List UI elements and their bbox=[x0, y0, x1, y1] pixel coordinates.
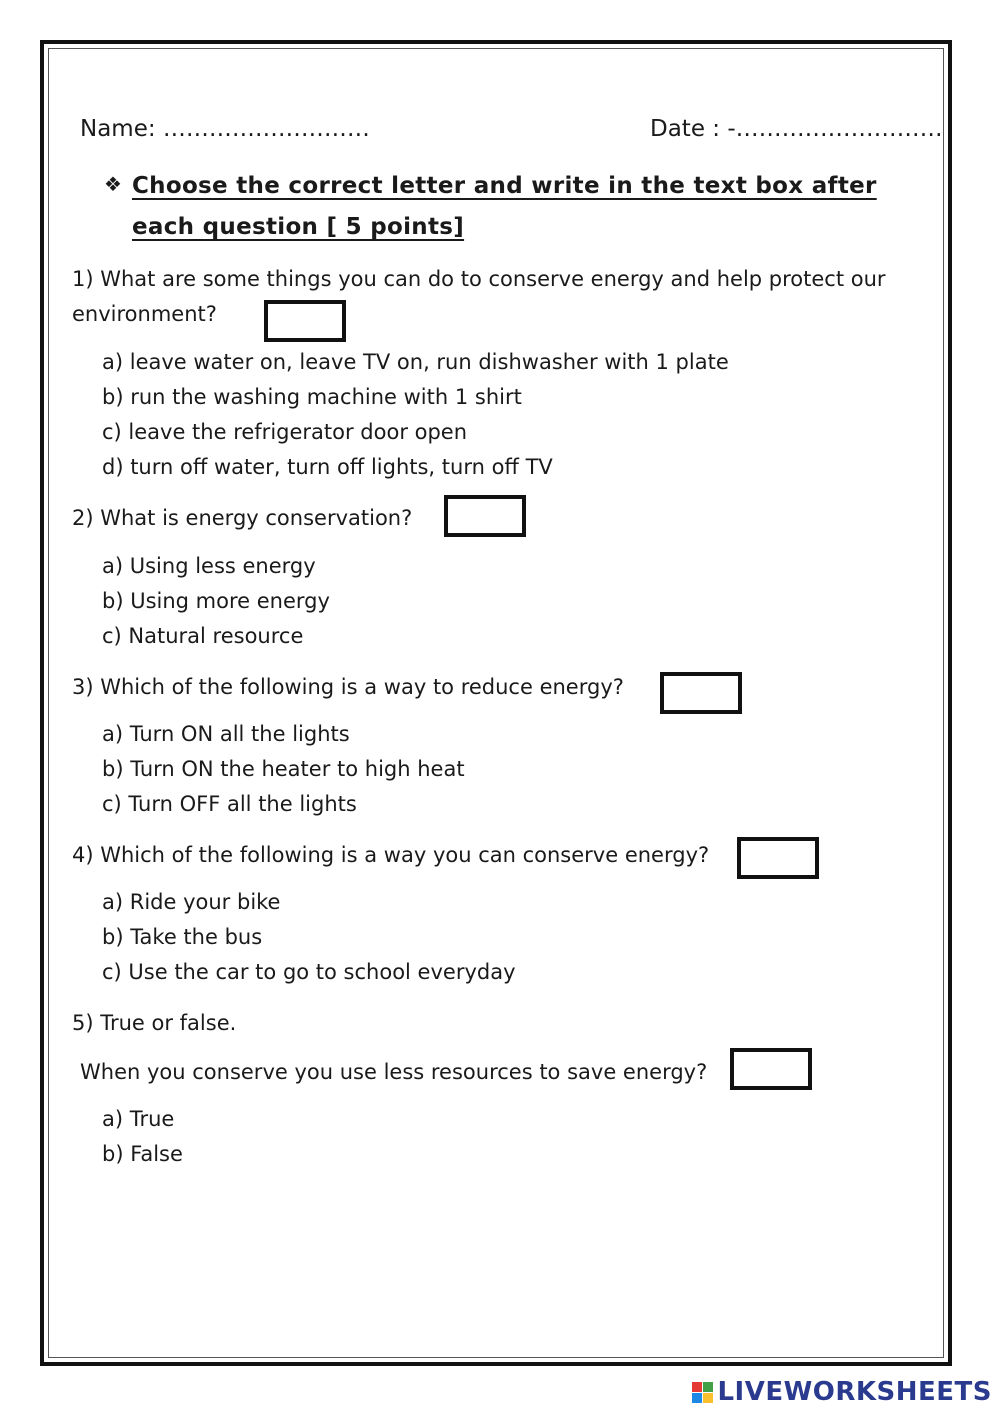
question-2-text: 2) What is energy conservation? bbox=[72, 506, 413, 530]
question-3-option-c: c) Turn OFF all the lights bbox=[102, 792, 357, 816]
question-1-option-c: c) leave the refrigerator door open bbox=[102, 420, 468, 444]
question-4-option-a: a) Ride your bike bbox=[102, 890, 281, 914]
question-4-answer-box[interactable] bbox=[737, 837, 819, 879]
question-5-option-a: a) True bbox=[102, 1107, 175, 1131]
question-5-option-b: b) False bbox=[102, 1142, 183, 1166]
liveworksheets-brand bbox=[692, 1377, 992, 1407]
name-field-label: Name: ……………………… bbox=[80, 116, 370, 142]
instructions bbox=[104, 170, 902, 248]
question-2-answer-box[interactable] bbox=[444, 495, 526, 537]
brand-text: LIVEWORKSHEETS bbox=[717, 1377, 992, 1407]
question-2-option-a: a) Using less energy bbox=[102, 554, 316, 578]
liveworksheets-logo-icon bbox=[692, 1382, 713, 1403]
question-5-text: 5) True or false. bbox=[72, 1011, 237, 1035]
diamond-bullet-icon: ❖ bbox=[104, 172, 122, 196]
question-5-subtext: When you conserve you use less resources to save energy? bbox=[80, 1060, 708, 1084]
question-1-option-b: b) run the washing machine with 1 shirt bbox=[102, 385, 522, 409]
question-1-option-d: d) turn off water, turn off lights, turn off TV bbox=[102, 455, 553, 479]
question-1-answer-box[interactable] bbox=[264, 300, 346, 342]
question-3-option-a: a) Turn ON all the lights bbox=[102, 722, 350, 746]
question-2-option-c: c) Natural resource bbox=[102, 624, 304, 648]
question-3-option-b: b) Turn ON the heater to high heat bbox=[102, 757, 465, 781]
question-4-text: 4) Which of the following is a way you can conserve energy? bbox=[72, 843, 710, 867]
question-1-text: 1) What are some things you can do to conserve energy and help protect our environment? bbox=[72, 267, 886, 326]
question-3-text: 3) Which of the following is a way to reduce energy? bbox=[72, 675, 624, 699]
question-2-option-b: b) Using more energy bbox=[102, 589, 330, 613]
question-1-option-a: a) leave water on, leave TV on, run dishwasher with 1 plate bbox=[102, 350, 729, 374]
instructions-text: Choose the correct letter and write in the text box after each question [ 5 points] bbox=[132, 173, 877, 240]
question-3-answer-box[interactable] bbox=[660, 672, 742, 714]
question-4-option-c: c) Use the car to go to school everyday bbox=[102, 960, 516, 984]
question-4-option-b: b) Take the bus bbox=[102, 925, 263, 949]
date-field-label: Date : -……………………… bbox=[650, 116, 943, 142]
question-5-answer-box[interactable] bbox=[730, 1048, 812, 1090]
